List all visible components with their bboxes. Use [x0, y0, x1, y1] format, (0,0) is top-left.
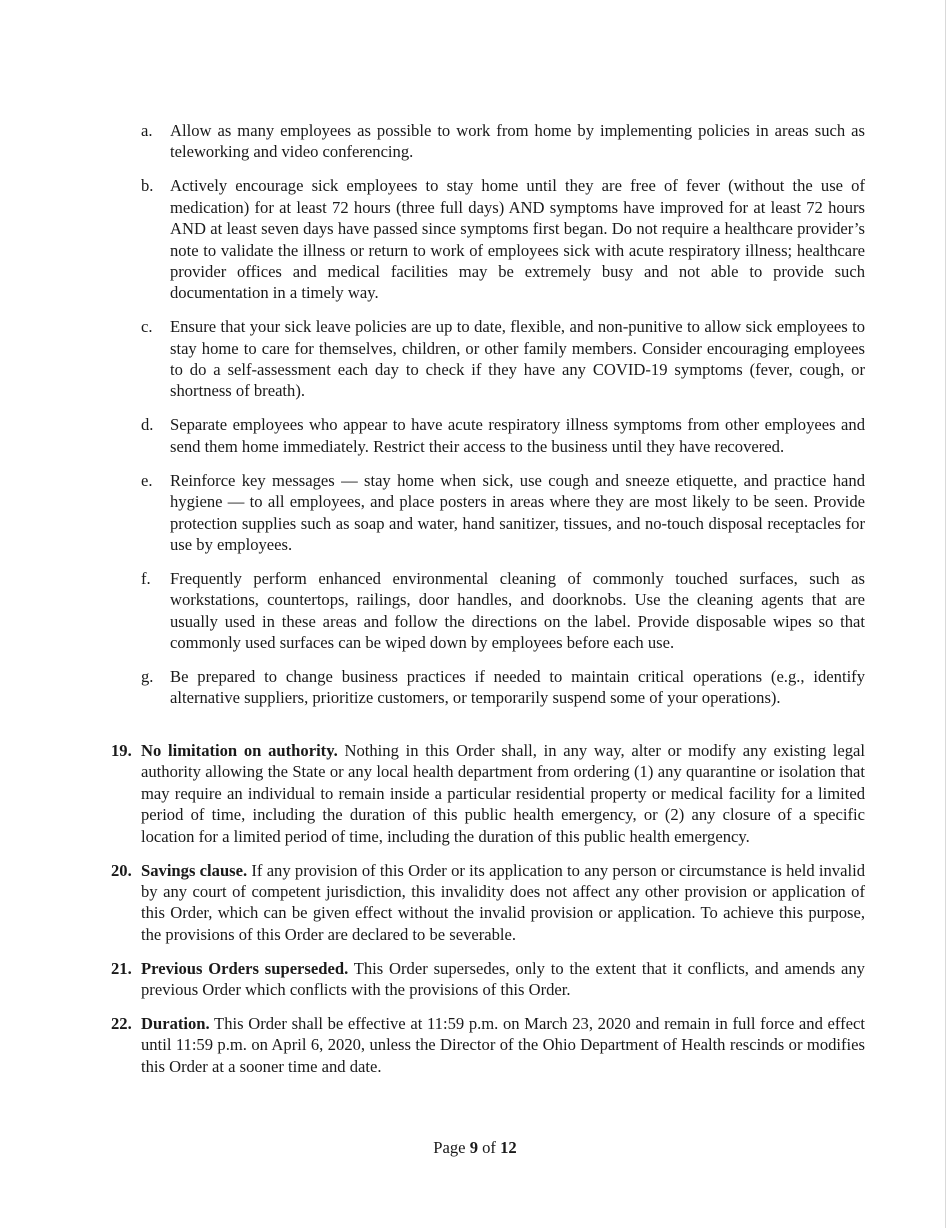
- section-heading: Previous Orders superseded.: [141, 958, 349, 978]
- item-text: Ensure that your sick leave policies are up to date, flexible, and non-punitive to allow sick employees to stay home to care for themselves, children, or other family members. Consider encouraging employees to do a self-assessment each day to check if they have any COVID-19 symptoms (fever, cough, or shortness of breath).: [170, 317, 865, 401]
- numbered-section: [111, 860, 865, 946]
- section-text: This Order supersedes, only to the extent that it conflicts, and amends any previous Order which conflicts with the provisions of this Order.: [141, 958, 865, 1000]
- section-number: 22.: [111, 1013, 132, 1033]
- section-body: [141, 1013, 865, 1077]
- section-number: 21.: [111, 958, 132, 978]
- item-text: Be prepared to change business practices if needed to maintain critical operations (e.g., identify alternative suppliers, prioritize customers, or temporarily suspend some of your operations).: [170, 666, 865, 708]
- item-letter: a.: [141, 121, 153, 140]
- item-letter: f.: [141, 568, 151, 588]
- current-page-number: 9: [469, 1138, 478, 1157]
- numbered-section: [111, 740, 865, 847]
- item-text: Allow as many employees as possible to work from home by implementing policies in areas such as teleworking and video conferencing.: [170, 121, 865, 162]
- numbered-section-list: [111, 740, 865, 1090]
- item-letter: d.: [141, 415, 154, 435]
- list-item: [141, 175, 865, 303]
- section-body: [141, 958, 865, 1001]
- section-heading: No limitation on authority.: [141, 741, 338, 760]
- page-footer: [0, 1137, 950, 1158]
- list-item: [141, 120, 865, 163]
- numbered-section: [111, 1013, 865, 1077]
- section-heading: Duration.: [141, 1013, 210, 1033]
- item-text: Frequently perform enhanced environmental cleaning of commonly touched surfaces, such as workstations, countertops, railings, door handles, and doorknobs. Use the cleaning agents that are usually used in these areas and follow the directions on the label. Provide disposable wipes so that commonly used surfaces can be wiped down by employees before each use.: [170, 568, 865, 653]
- item-letter: e.: [141, 470, 153, 490]
- list-item: [141, 470, 865, 556]
- item-letter: c.: [141, 317, 153, 337]
- section-heading: Savings clause.: [141, 860, 248, 880]
- page-of-label: of: [477, 1138, 501, 1157]
- item-letter: g.: [141, 666, 154, 686]
- section-text: This Order shall be effective at 11:59 p.m. on March 23, 2020 and remain in full force and effect until 11:59 p.m. on April 6, 2020, unless the Director of the Ohio Department of Health rescinds or modifies this Order at a sooner time and date.: [141, 1013, 865, 1076]
- item-text: Reinforce key messages — stay home when sick, use cough and sneeze etiquette, and practice hand hygiene — to all employees, and place posters in areas where they are most likely to be seen. Provide protection supplies such as soap and water, hand sanitizer, tissues, and no-touch disposal receptacles for use by employees.: [170, 470, 865, 554]
- numbered-section: [111, 958, 865, 1001]
- page-label: Page: [433, 1138, 470, 1157]
- section-body: [141, 860, 865, 946]
- section-text: If any provision of this Order or its application to any person or circumstance is held invalid by any court of competent jurisdiction, this invalidity does not affect any other provision or application of this Order, which can be given effect without the invalid provision or application. To achieve this purpose, the provisions of this Order are declared to be severable.: [141, 860, 865, 944]
- total-page-count: 12: [500, 1138, 517, 1157]
- item-letter: b.: [141, 176, 154, 196]
- item-text: Separate employees who appear to have acute respiratory illness symptoms from other employees and send them home immediately. Restrict their access to the business until they have recovered.: [170, 415, 865, 456]
- sub-item-list: [141, 120, 865, 721]
- section-body: [141, 740, 865, 847]
- scan-edge-line: [945, 0, 946, 1228]
- list-item: [141, 666, 865, 709]
- section-number: 19.: [111, 741, 132, 760]
- section-number: 20.: [111, 860, 132, 880]
- list-item: [141, 568, 865, 654]
- section-text: Nothing in this Order shall, in any way, alter or modify any existing legal authority allowing the State or any local health department from ordering (1) any quarantine or isolation that may require an individual to remain inside a particular residential property or medical facility for a limited period of time, including the duration of this public health emergency, or (2) any closure of a specific location for a limited period of time, including the duration of this public health emergency.: [141, 741, 865, 846]
- item-text: Actively encourage sick employees to stay home until they are free of fever (without the use of medication) for at least 72 hours (three full days) AND symptoms have improved for at least 72 hours AND at least seven days have passed since symptoms first began. Do not require a healthcare provider’s note to validate the illness or return to work of employees sick with acute respiratory illness; healthcare provider offices and medical facilities may be extremely busy and not able to provide such documentation in a timely way.: [170, 176, 865, 303]
- list-item: [141, 316, 865, 402]
- list-item: [141, 414, 865, 457]
